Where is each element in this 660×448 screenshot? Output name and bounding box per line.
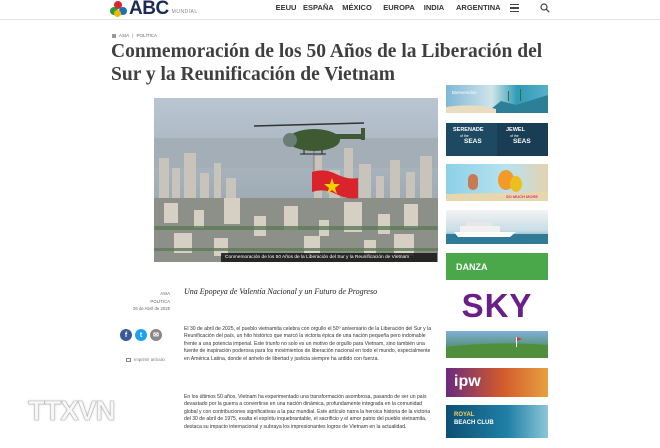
nav-item-eeuu[interactable]: EEUU [275,3,297,12]
article-lede: Una Epopeya de Valentía Nacional y un Futuro de Progreso [184,287,378,296]
nav-item-india[interactable]: INDIA [423,3,445,12]
sky-logo: SKY [461,288,533,324]
ad-sky-banner[interactable] [446,288,548,324]
ad-danza-banner[interactable]: DANZA [446,253,548,280]
facebook-icon[interactable]: f [120,329,132,341]
ad-golf-banner[interactable] [446,331,548,358]
logo-mark-icon [110,1,127,17]
breadcrumb-item-asia[interactable]: ASIA [119,33,130,38]
article-paragraph: En los últimos 50 años, Vietnam ha experimentado una transformación asombrosa, pasando de ser un país devastado por la guerra a convertirse en una nación dinámica, profundamente integrada en la comunidad global y con contribuciones significativas a la paz mundial. Este artículo narra la heroica historia de la victoria del 30 de abril de 1975, exalta el espíritu inquebrantable, el sacrificio y el amor patrio del pueblo vietnamita, destaca su impacto internacional y subraya los impresionantes logros de Vietnam en la actualidad. [184,394,431,430]
logo-text: ABC [129,0,169,19]
ipw-logo: ipw [454,373,481,390]
ad-royal-beach-club-banner[interactable] [446,405,548,438]
helicopter-flag-photo [154,98,438,262]
ad-welcome-text: Bienvenidos [452,90,477,95]
article-title: Conmemoración de los 50 Años de la Liberación del Sur y la Reunificación de Vietnam [111,41,543,85]
home-icon[interactable] [112,34,116,38]
ad-beach-banner[interactable] [446,85,548,113]
nav-item-mexico[interactable]: MÉXICO [342,3,372,12]
ad-serenade: SERENADE [453,127,484,133]
print-label: Imprimir artículo [134,357,165,362]
ad-serenade-of: of the [460,134,469,138]
cruise-ship-graphic [446,210,548,244]
print-icon [126,358,131,362]
ad-serenade-seas: SEAS [464,138,482,145]
article-paragraph: El 30 de abril de 2025, el pueblo vietnamita celebra con orgullo el 50º aniversario de la Liberación del Sur y la Reunificación del país, un hito histórico que marcó la victoria épica de una nación pequeña pero indomable frente a una potencia imperial. Este triunfo no solo es un motivo de orgullo para Vietnam, sino también una fuente de inspiración poderosa para los movimientos de liberación nacional en todo el mundo, especialmente en América Latina, donde el anhelo de libertad y justicia siempre ha ardido con fuerza. [184,326,432,362]
search-icon[interactable] [540,3,550,13]
ad-cruise-ship-banner[interactable] [446,210,548,244]
meta-section[interactable]: ASIA [160,291,170,296]
golf-ad-graphic [446,331,548,358]
ad-so-much-more: SO MUCH MORE [506,194,538,199]
ad-cruise-banner[interactable] [446,123,548,156]
hero-image [154,98,438,262]
email-icon[interactable]: ✉ [150,329,162,341]
ad-jewel-seas: SEAS [513,138,531,145]
royal-beach-club-line2: BEACH CLUB [454,420,494,426]
breadcrumb-item-politica[interactable]: POLÍTICA [136,33,157,38]
hamburger-menu-icon[interactable] [510,4,519,12]
article-body [184,283,436,430]
nav-item-argentina[interactable]: ARGENTINA [456,3,501,12]
breadcrumb-separator: | [132,33,134,38]
royal-beach-club-line1: ROYAL [454,412,475,418]
breadcrumb [112,33,157,38]
site-header [0,0,660,20]
image-caption: Conmemoración de los 50 Años de la Liberación del Sur y la Reunificación de Vietnam [221,253,437,262]
nav-item-europa[interactable]: EUROPA [383,3,415,12]
ad-jewel-of: of the [510,134,519,138]
ad-jewel: JEWEL [506,127,525,133]
share-buttons [120,329,165,341]
ad-travel-banner[interactable] [446,164,548,201]
ttxvn-watermark: TTXVN [28,395,115,426]
nav-item-espana[interactable]: ESPAÑA [303,3,334,12]
meta-date: 26 de Abril de 2025 [132,306,170,311]
twitter-icon[interactable]: t [135,329,147,341]
logo-subtitle: MUNDIAL [171,9,198,15]
meta-category[interactable]: POLÍTICA [150,298,170,304]
ad-ipw-banner[interactable] [446,368,548,397]
site-logo[interactable] [110,0,198,18]
article-meta [105,290,170,313]
print-link[interactable] [126,357,165,362]
